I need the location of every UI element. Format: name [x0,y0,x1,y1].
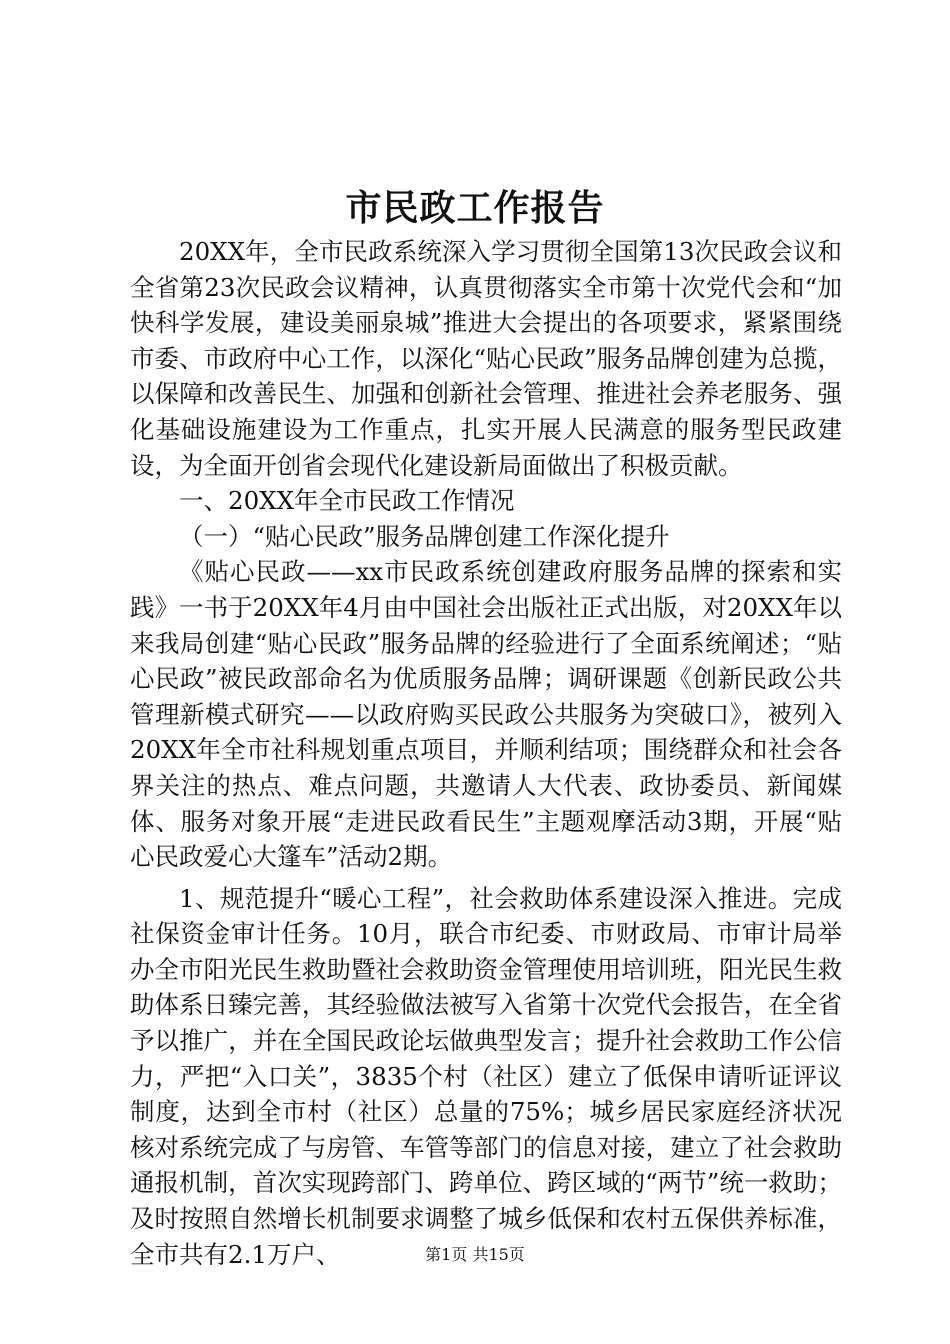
document-title: 市民政工作报告 [345,187,605,229]
paragraph-intro: 20XX年，全市民政系统深入学习贯彻全国第13次民政会议和全省第23次民政会议精神，认真贯彻落实全市第十次党代会和“加快科学发展，建设美丽泉城”推进大会提出的各项要求，紧紧围绕市委、市政府中心工作，以深化“贴心民政”服务品牌创建为总揽，以保障和改善民生、加强和创新社会管理、推进社会养老服务、强化基础设施建设为工作重点，扎实开展人民满意的服务型民政建设，为全面开创省会现代化建设新局面做出了积极贡献。 [130,237,842,480]
paragraph-relief: 1、规范提升“暖心工程”，社会救助体系建设深入推进。完成社保资金审计任务。10月，联合市纪委、市财政局、市审计局举办全市阳光民生救助暨社会救助资金管理使用培训班，阳光民生救助体系日臻完善，其经验做法被写入省第十次党代会报告，在全省予以推广，并在全国民政论坛做典型发言；提升社会救助工作公信力，严把“入口关”，3835个村（社区）建立了低保申请听证评议制度，达到全市村（社区）总量的75%；城乡居民家庭经济状况核对系统完成了与房管、车管等部门的信息对接，建立了社会救助通报机制，首次实现跨部门、跨单位、跨区域的“两节”统一救助；及时按照自然增长机制要求调整了城乡低保和农村五保供养标准，全市共有2.1万户、 [130,883,842,1269]
page-number-footer: 第1页 共15页 [425,1245,525,1264]
section-heading-1: 一、20XX年全市民政工作情况 [179,486,515,516]
document-body [130,234,842,1272]
paragraph-brand: 《贴心民政——xx市民政系统创建政府服务品牌的探索和实践》一书于20XX年4月由中国社会出版社正式出版，对20XX年以来我局创建“贴心民政”服务品牌的经验进行了全面系统阐述；“贴心民政”被民政部命名为优质服务品牌；调研课题《创新民政公共管理新模式研究——以政府购买民政公共服务为突破口》，被列入20XX年全市社科规划重点项目，并顺利结项；围绕群众和社会各界关注的热点、难点问题，共邀请人大代表、政协委员、新闻媒体、服务对象开展“走进民政看民生”主题观摩活动3期，开展“贴心民政爱心大篷车”活动2期。 [130,557,842,872]
subsection-heading-1: （一）“贴心民政”服务品牌创建工作深化提升 [179,521,670,551]
